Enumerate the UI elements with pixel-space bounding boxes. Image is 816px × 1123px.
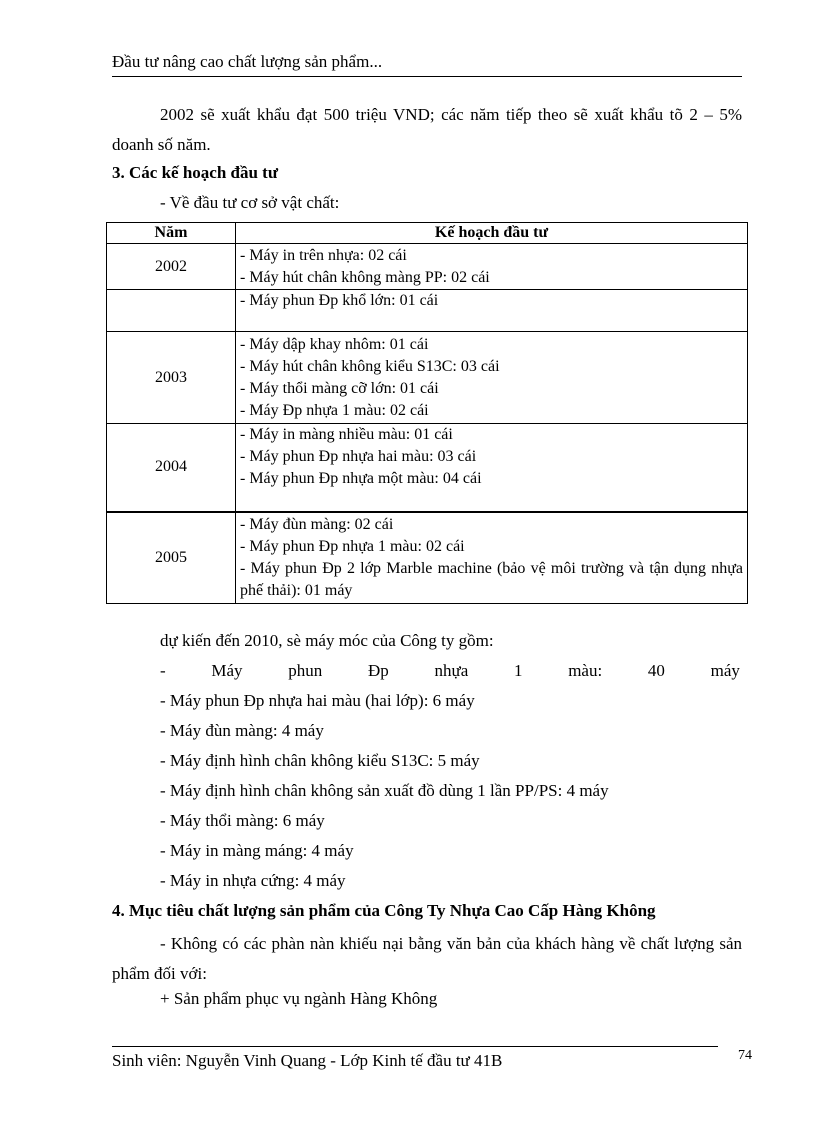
- word: Máy: [211, 661, 243, 680]
- list-item: - Máy định hình chân không sản xuất đồ dùng 1 lần PP/PS: 4 máy: [160, 781, 609, 800]
- plan-cell: [236, 512, 748, 604]
- section-4-item: + Sản phẩm phục vụ ngành Hàng Không: [160, 989, 438, 1008]
- plan-item: - Máy in trên nhựa: 02 cái: [240, 246, 407, 264]
- list-item: - Máy định hình chân không kiểu S13C: 5 máy: [160, 751, 480, 770]
- intro-paragraph: 2002 sẽ xuất khẩu đạt 500 triệu VND; các năm tiếp theo sẽ xuất khẩu tõ 2 – 5% doanh số năm.: [112, 105, 742, 154]
- forecast-first-line: [160, 661, 740, 681]
- section-4-heading: 4. Mục tiêu chất lượng sản phẩm của Công Ty Nhựa Cao Cấp Hàng Không: [112, 901, 656, 920]
- column-header-plan: Kế hoạch đầu tư: [236, 223, 748, 244]
- table-row: [107, 424, 748, 512]
- plan-cell: [236, 244, 748, 290]
- plan-item: - Máy phun Đp nhựa một màu: 04 cái: [240, 470, 482, 487]
- column-header-year: Năm: [107, 223, 236, 244]
- section-4-paragraph: - Không có các phàn nàn khiếu nại bằng văn bản của khách hàng về chất lượng sản phẩm đối với:: [112, 934, 742, 983]
- plan-item: - Máy thổi màng cỡ lớn: 01 cái: [240, 379, 439, 397]
- word: Đp: [368, 661, 389, 680]
- page-number: 74: [738, 1048, 752, 1063]
- year-cell: 2002: [107, 244, 236, 290]
- footer-divider: [112, 1046, 718, 1047]
- header-divider: [112, 76, 742, 77]
- list-item: - Máy in nhựa cứng: 4 máy: [160, 871, 346, 890]
- year-cell: [107, 290, 236, 332]
- list-item: - Máy phun Đp nhựa hai màu (hai lớp): 6 máy: [160, 691, 475, 710]
- section-3-subtitle: - Về đầu tư cơ sở vật chất:: [160, 193, 340, 212]
- list-item: - Máy in màng máng: 4 máy: [160, 841, 354, 860]
- table-row: [107, 512, 748, 604]
- word: máy: [710, 661, 740, 680]
- list-item: - Máy đùn màng: 4 máy: [160, 721, 324, 740]
- table-row: [107, 290, 748, 332]
- word: màu:: [568, 661, 603, 680]
- year-cell: 2004: [107, 424, 236, 512]
- plan-cell: [236, 290, 748, 332]
- plan-item: - Máy phun Đp nhựa hai màu: 03 cái: [240, 448, 477, 465]
- plan-item: - Máy hút chân không kiểu S13C: 03 cái: [240, 357, 500, 375]
- table-row: [107, 244, 748, 290]
- plan-item: - Máy phun Đp nhựa 1 màu: 02 cái: [240, 537, 465, 555]
- plan-item: - Máy Đp nhựa 1 màu: 02 cái: [240, 401, 429, 419]
- plan-item: - Máy đùn màng: 02 cái: [240, 515, 394, 533]
- page-header: Đầu tư nâng cao chất lượng sản phẩm...: [112, 52, 383, 71]
- table-row: [107, 332, 748, 424]
- plan-item: - Máy dập khay nhôm: 01 cái: [240, 335, 429, 353]
- list-item: - Máy thổi màng: 6 máy: [160, 811, 325, 830]
- plan-cell: [236, 424, 748, 512]
- plan-item: - Máy phun Đp 2 lớp Marble machine (bảo vệ môi trường và tận dụng nhựa phế thải): 01 máy: [240, 559, 743, 599]
- page-footer: Sinh viên: Nguyễn Vinh Quang - Lớp Kinh tế đầu tư 41B: [112, 1051, 503, 1070]
- plan-cell: [236, 332, 748, 424]
- word: 40: [647, 661, 665, 680]
- word: nhựa: [434, 661, 469, 680]
- word: 1: [513, 661, 523, 680]
- plan-item: - Máy in màng nhiều màu: 01 cái: [240, 426, 453, 443]
- section-3-heading: 3. Các kế hoạch đầu tư: [112, 163, 279, 182]
- year-cell: 2003: [107, 332, 236, 424]
- year-cell: 2005: [107, 512, 236, 604]
- plan-item: - Máy hút chân không màng PP: 02 cái: [240, 268, 490, 286]
- word: -: [160, 661, 166, 680]
- forecast-intro: dự kiến đến 2010, sè máy móc của Công ty gồm:: [160, 631, 494, 650]
- investment-plan-table: [106, 222, 748, 604]
- plan-item: - Máy phun Đp khổ lớn: 01 cái: [240, 292, 439, 309]
- word: phun: [288, 661, 323, 680]
- table-header-row: [107, 223, 748, 244]
